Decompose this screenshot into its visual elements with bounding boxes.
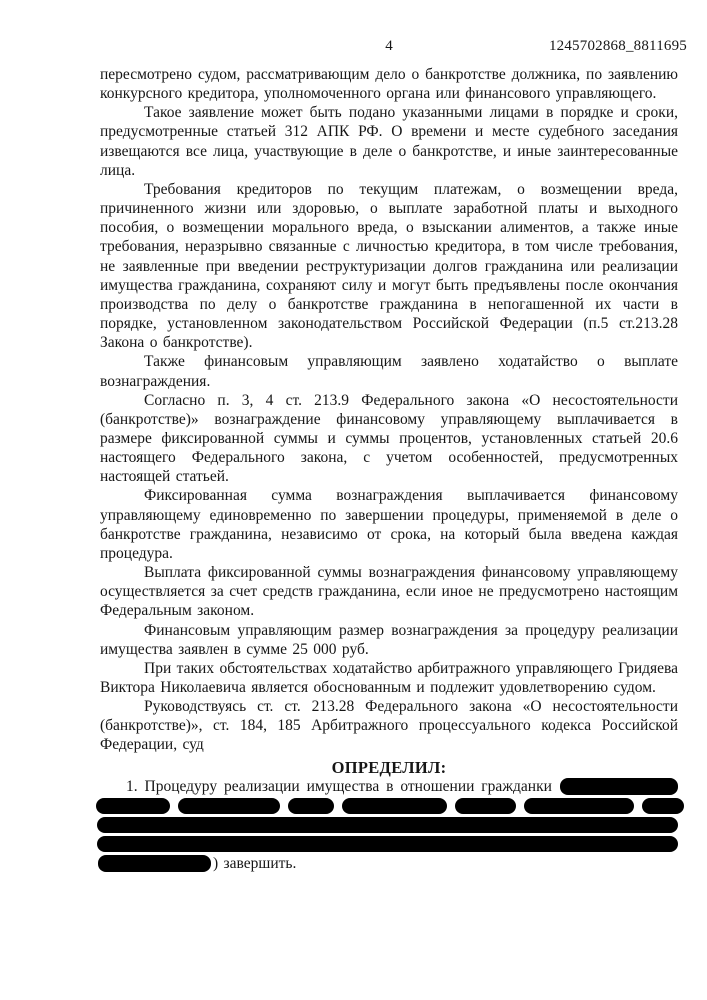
redaction-bar xyxy=(98,855,211,872)
redaction-bar xyxy=(178,798,280,814)
redaction-bar xyxy=(642,798,684,814)
redaction-bar xyxy=(560,778,678,795)
document-body xyxy=(100,65,678,874)
paragraph: Руководствуясь ст. ст. 213.28 Федерального закона «О несостоятельности (банкротстве)», ст. 184, 185 Арбитражного процессуального кодекса Российской Федерации, суд xyxy=(100,698,678,754)
page-number: 4 xyxy=(385,38,393,54)
paragraph: Также финансовым управляющим заявлено ходатайство о выплате вознаграждения. xyxy=(100,353,678,390)
paragraph: При таких обстоятельствах ходатайство арбитражного управляющего Гридяева Виктора Николаевича является обоснованным и подлежит удовлетворению судом. xyxy=(100,659,678,696)
paragraph: пересмотрено судом, рассматривающим дело о банкротстве должника, по заявлению конкурсного кредитора, уполномоченного органа или финансового управляющего. xyxy=(100,66,678,103)
paragraph: Выплата фиксированной суммы вознаграждения финансовому управляющему осуществляется за счет средств гражданина, если иное не предусмотрено настоящим Федеральным законом. xyxy=(100,564,678,620)
redaction-bar xyxy=(97,836,678,852)
resolution-item-text: 1. Процедуру реализации имущества в отношении гражданки xyxy=(126,778,552,796)
redaction-row xyxy=(96,797,684,816)
redaction-row xyxy=(97,835,678,854)
redaction-bar xyxy=(288,798,334,814)
paragraph: Такое заявление может быть подано указанными лицами в порядке и сроки, предусмотренные статьей 312 АПК РФ. О времени и месте судебного заседания извещаются все лица, участвующие в деле о банкротстве, и иные заинтересованные лица. xyxy=(100,104,678,179)
redaction-bar xyxy=(342,798,447,814)
redaction-bar xyxy=(524,798,634,814)
redaction-bar xyxy=(455,798,516,814)
redaction-bar xyxy=(96,798,170,814)
paragraph: Согласно п. 3, 4 ст. 213.9 Федерального закона «О несостоятельности (банкротстве)» вознаграждение финансовому управляющему выплачивается в размере фиксированной суммы и суммы процентов, установленных статьей 20.6 настоящего Федерального закона, с учетом особенностей, предусмотренных настоящей статьей. xyxy=(100,391,678,486)
paragraph: Требования кредиторов по текущим платежам, о возмещении вреда, причиненного жизни или здоровью, о выплате заработной платы и выходного пособия, о возмещении морального вреда, о взыскании алиментов, а также иные требования, неразрывно связанные с личностью кредитора, в том числе требования, не заявленные при введении реструктуризации долгов гражданина или реализации имущества гражданина, сохраняют силу и могут быть предъявлены после окончания производства по делу о банкротстве гражданина в непогашенной их части в порядке, установленном законодательством Российской Федерации (п.5 ст.213.28 Закона о банкротстве). xyxy=(100,180,678,352)
document-id: 1245702868_8811695 xyxy=(548,38,687,54)
resolution-closing-text: ) завершить. xyxy=(213,855,297,873)
paragraph: Финансовым управляющим размер вознаграждения за процедуру реализации имущества заявлен в сумме 25 000 руб. xyxy=(100,621,678,658)
paragraph: Фиксированная сумма вознаграждения выплачивается финансовому управляющему единовременно по завершении процедуры, применяемой в деле о банкротстве гражданина, независимо от срока, на который была введена каждая процедура. xyxy=(100,487,678,562)
redaction-bar xyxy=(97,817,678,833)
resolution-closing-line xyxy=(100,854,678,874)
ruling-heading: ОПРЕДЕЛИЛ: xyxy=(331,757,447,777)
resolution-item-line xyxy=(100,777,678,797)
redaction-row xyxy=(97,816,678,835)
